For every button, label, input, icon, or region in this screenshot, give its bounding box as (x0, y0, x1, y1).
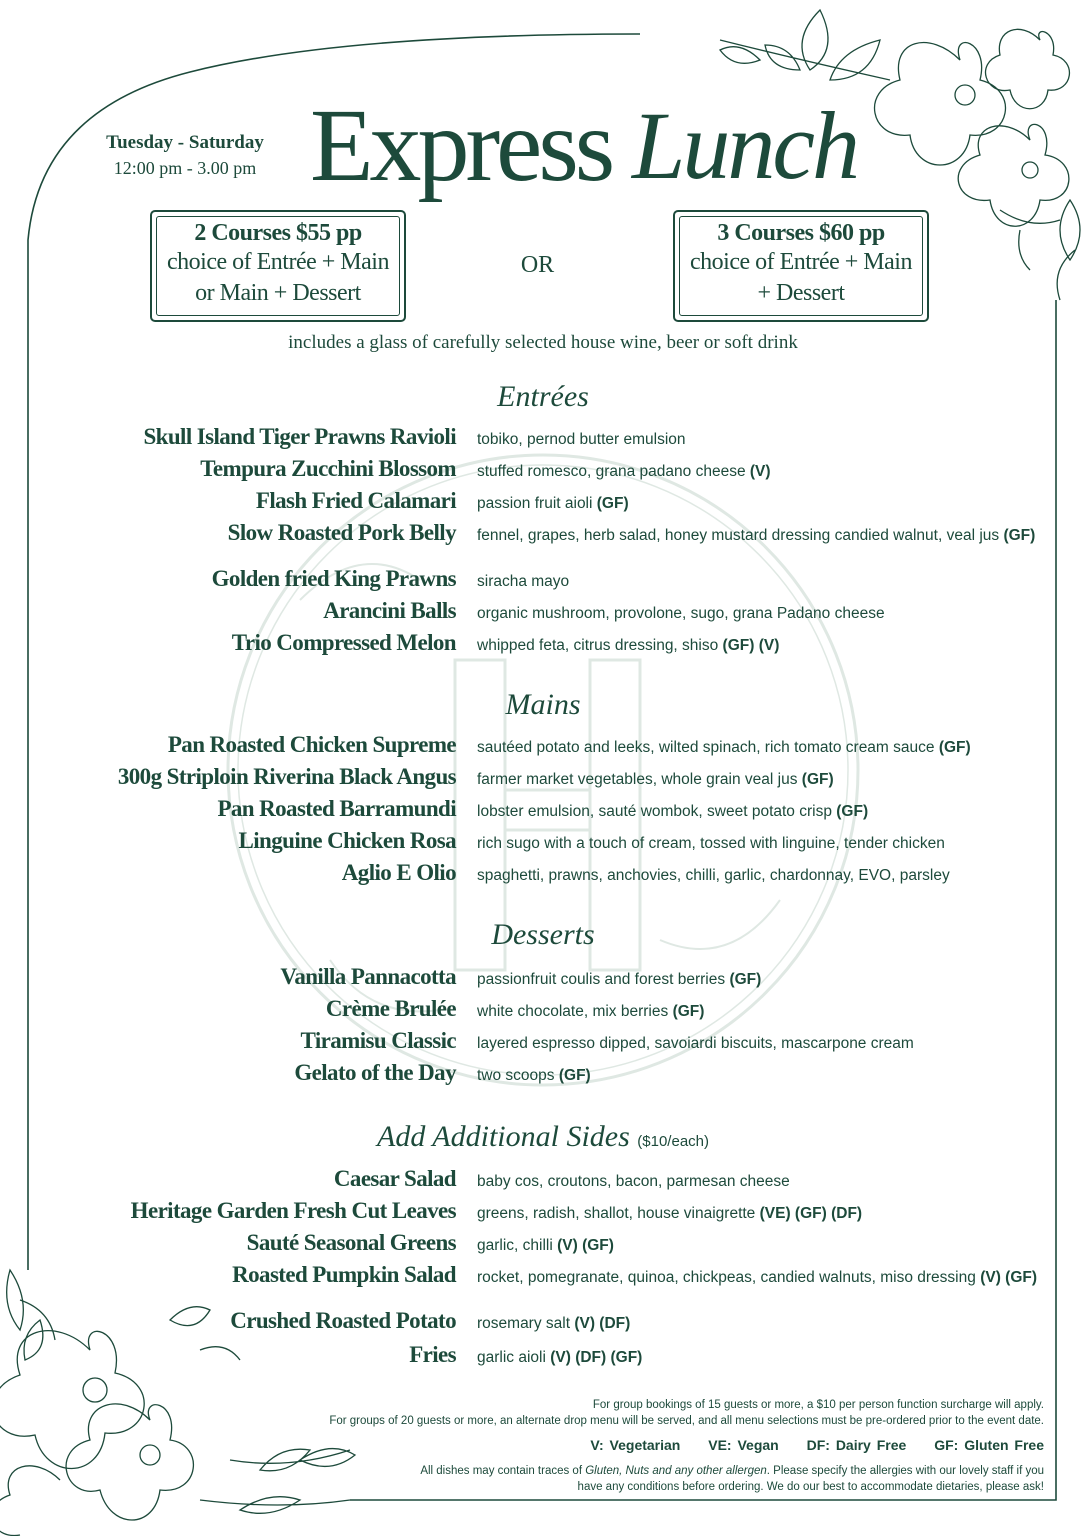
dish-name: Tempura Zucchini Blossom (200, 456, 456, 481)
dish-name: Linguine Chicken Rosa (238, 828, 456, 853)
dish-description-text: tobiko, pernod butter emulsion (477, 431, 686, 448)
dietary-tags: (GF) (801, 771, 834, 788)
allergy-text-pre: All dishes may contain traces of (420, 1465, 586, 1477)
menu-row-mains (0, 796, 1086, 828)
entrees-heading: Entrées (497, 380, 589, 413)
dish-name: Gelato of the Day (294, 1060, 456, 1085)
dish-description-text: white chocolate, mix berries (477, 1003, 669, 1020)
dish-name: Crème Brulée (325, 996, 456, 1021)
allergy-note (224, 1463, 1044, 1495)
dish-description-text: whipped feta, citrus dressing, shiso (477, 637, 719, 654)
dish-description (477, 492, 1037, 516)
dish-name: Sauté Seasonal Greens (246, 1230, 456, 1255)
dish-description (477, 428, 1037, 452)
dietary-tags: (V) (DF) (574, 1315, 631, 1332)
dish-name: Vanilla Pannacotta (280, 964, 456, 989)
dietary-tags: (GF) (558, 1067, 591, 1084)
dish-description (477, 864, 1037, 888)
legend-vegan: VE: Vegan (708, 1437, 779, 1453)
menu-row-entrees (0, 424, 1086, 456)
dish-description (477, 1234, 1037, 1258)
three-course-line2: + Dessert (757, 280, 845, 306)
or-label: OR (520, 252, 555, 278)
dish-name: Slow Roasted Pork Belly (227, 520, 456, 545)
group-booking-line1: For group bookings of 15 guests or more, a $10 per person function surcharge will apply. (592, 1399, 1044, 1411)
dish-name: Caesar Salad (333, 1166, 456, 1191)
dish-description (477, 634, 1037, 658)
allergy-line2: have any conditions before ordering. We do our best to accommodate dietaries, please ask! (577, 1481, 1044, 1493)
dish-description (477, 460, 1037, 484)
dish-description-text: rocket, pomegranate, quinoa, chickpeas, candied walnuts, miso dressing (477, 1269, 976, 1286)
dish-description (477, 570, 1037, 594)
menu-row-mains (0, 764, 1086, 796)
dish-description-text: rosemary salt (477, 1315, 571, 1332)
dish-description-text: rich sugo with a touch of cream, tossed with linguine, tender chicken (477, 835, 945, 852)
legend-vegetarian: V: Vegetarian (590, 1437, 681, 1453)
dish-description-text: spaghetti, prawns, anchovies, chilli, garlic, chardonnay, EVO, parsley (477, 867, 950, 884)
dish-name: Aglio E Olio (341, 860, 456, 885)
dish-description (477, 1202, 1037, 1226)
two-course-line1: choice of Entrée + Main (167, 249, 389, 275)
mains-heading: Mains (505, 688, 581, 721)
legend-dairy-free: DF: Dairy Free (806, 1437, 907, 1453)
two-course-price: 2 Courses $55 pp (194, 220, 362, 246)
menu-row-entrees (0, 520, 1086, 552)
dish-description-text: two scoops (477, 1067, 555, 1084)
dish-description-text: garlic, chilli (477, 1237, 553, 1254)
dish-description (477, 832, 1037, 856)
dish-description-text: stuffed romesco, grana padano cheese (477, 463, 746, 480)
dish-description-text: sautéed potato and leeks, wilted spinach, rich tomato cream sauce (477, 739, 935, 756)
dish-name: Tiramisu Classic (300, 1028, 456, 1053)
title-part-lunch: Lunch (632, 92, 857, 199)
group-booking-note (224, 1397, 1044, 1429)
menu-row-desserts (0, 964, 1086, 996)
page-title (310, 86, 910, 206)
dish-description-text: garlic aioli (477, 1349, 546, 1366)
dish-name: Crushed Roasted Potato (230, 1308, 456, 1333)
sides-heading (0, 1120, 1086, 1154)
dish-description-text: greens, radish, shallot, house vinaigrette (477, 1205, 756, 1222)
dish-description-text: fennel, grapes, herb salad, honey mustard dressing candied walnut, veal jus (477, 527, 1000, 544)
dish-description (477, 1064, 1037, 1088)
dish-name: Pan Roasted Chicken Supreme (167, 732, 456, 757)
dish-name: Trio Compressed Melon (231, 630, 456, 655)
menu-row-sides (0, 1342, 1086, 1374)
includes-drink-note: includes a glass of carefully selected house wine, beer or soft drink (288, 332, 798, 353)
dish-description (477, 602, 1037, 626)
schedule (100, 132, 270, 179)
menu-row-entrees (0, 456, 1086, 488)
dish-name: Flash Fried Calamari (255, 488, 456, 513)
menu-row-entrees (0, 488, 1086, 520)
dish-name: Pan Roasted Barramundi (217, 796, 456, 821)
sides-price-note: ($10/each) (637, 1133, 709, 1150)
dish-description-text: layered espresso dipped, savoiardi biscuits, mascarpone cream (477, 1035, 914, 1052)
dietary-tags: (GF) (V) (722, 637, 780, 654)
dish-description-text: organic mushroom, provolone, sugo, grana Padano cheese (477, 605, 885, 622)
dish-description (477, 768, 1037, 792)
menu-row-desserts (0, 1060, 1086, 1092)
allergy-line1 (224, 1463, 1044, 1479)
dietary-tags: (GF) (836, 803, 869, 820)
dish-description (477, 524, 1037, 548)
dietary-legend (224, 1437, 1044, 1453)
menu-row-entrees (0, 598, 1086, 630)
dish-name: Skull Island Tiger Prawns Ravioli (143, 424, 456, 449)
menu-row-desserts (0, 996, 1086, 1028)
menu-row-mains (0, 732, 1086, 764)
dietary-tags: (GF) (672, 1003, 705, 1020)
dish-description-text: siracha mayo (477, 573, 570, 590)
menu-row-mains (0, 860, 1086, 892)
dish-description-text: baby cos, croutons, bacon, parmesan cheese (477, 1173, 790, 1190)
dietary-tags: (V) (GF) (557, 1237, 614, 1254)
dish-description (477, 800, 1037, 824)
schedule-hours: 12:00 pm - 3.00 pm (113, 158, 257, 178)
dish-description (477, 1346, 1037, 1370)
menu-row-sides (0, 1166, 1086, 1198)
dish-name: Golden fried King Prawns (211, 566, 456, 591)
dietary-tags: (GF) (729, 971, 762, 988)
dish-name: Heritage Garden Fresh Cut Leaves (130, 1198, 456, 1223)
menu-row-sides (0, 1198, 1086, 1230)
three-course-box (673, 210, 929, 322)
three-course-price: 3 Courses $60 pp (717, 220, 885, 246)
menu-row-sides (0, 1230, 1086, 1262)
desserts-heading: Desserts (491, 918, 595, 951)
menu-row-sides (0, 1262, 1086, 1294)
menu-row-mains (0, 828, 1086, 860)
dietary-tags: (VE) (GF) (DF) (759, 1205, 863, 1222)
dish-description-text: farmer market vegetables, whole grain veal jus (477, 771, 798, 788)
three-course-line1: choice of Entrée + Main (690, 249, 912, 275)
dish-description-text: passionfruit coulis and forest berries (477, 971, 726, 988)
menu-row-entrees (0, 566, 1086, 598)
group-booking-line2: For groups of 20 guests or more, an alternate drop menu will be served, and all menu selections must be pre-ordered prior to the event date. (329, 1415, 1044, 1427)
dietary-tags: (V) (749, 463, 771, 480)
dish-description (477, 1266, 1037, 1290)
dish-description (477, 1032, 1037, 1056)
dietary-tags: (GF) (1003, 527, 1036, 544)
dish-description (477, 1312, 1037, 1336)
dish-name: Fries (409, 1342, 456, 1367)
dietary-tags: (GF) (596, 495, 629, 512)
allergy-text-emphasis: Gluten, Nuts and any other allergen (585, 1465, 767, 1477)
sides-heading-title: Add Additional Sides (377, 1120, 630, 1153)
allergy-text-post: . Please specify the allergies with our lovely staff if you (766, 1465, 1044, 1477)
title-part-express: Express (310, 88, 612, 203)
dish-description (477, 1000, 1037, 1024)
two-course-box (150, 210, 406, 322)
dish-description-text: passion fruit aioli (477, 495, 593, 512)
dish-name: Arancini Balls (323, 598, 456, 623)
dish-description (477, 1170, 1037, 1194)
dish-description (477, 968, 1037, 992)
dietary-tags: (V) (DF) (GF) (550, 1349, 643, 1366)
schedule-days: Tuesday - Saturday (106, 132, 264, 153)
menu-row-entrees (0, 630, 1086, 662)
dietary-tags: (GF) (938, 739, 971, 756)
dish-description-text: lobster emulsion, sauté wombok, sweet potato crisp (477, 803, 832, 820)
two-course-line2: or Main + Dessert (195, 280, 361, 306)
dietary-tags: (V) (GF) (980, 1269, 1038, 1286)
menu-row-desserts (0, 1028, 1086, 1060)
menu-row-sides (0, 1308, 1086, 1340)
legend-gluten-free: GF: Gluten Free (934, 1437, 1044, 1453)
dish-description (477, 736, 1037, 760)
dish-name: 300g Striploin Riverina Black Angus (117, 764, 456, 789)
dish-name: Roasted Pumpkin Salad (232, 1262, 456, 1287)
